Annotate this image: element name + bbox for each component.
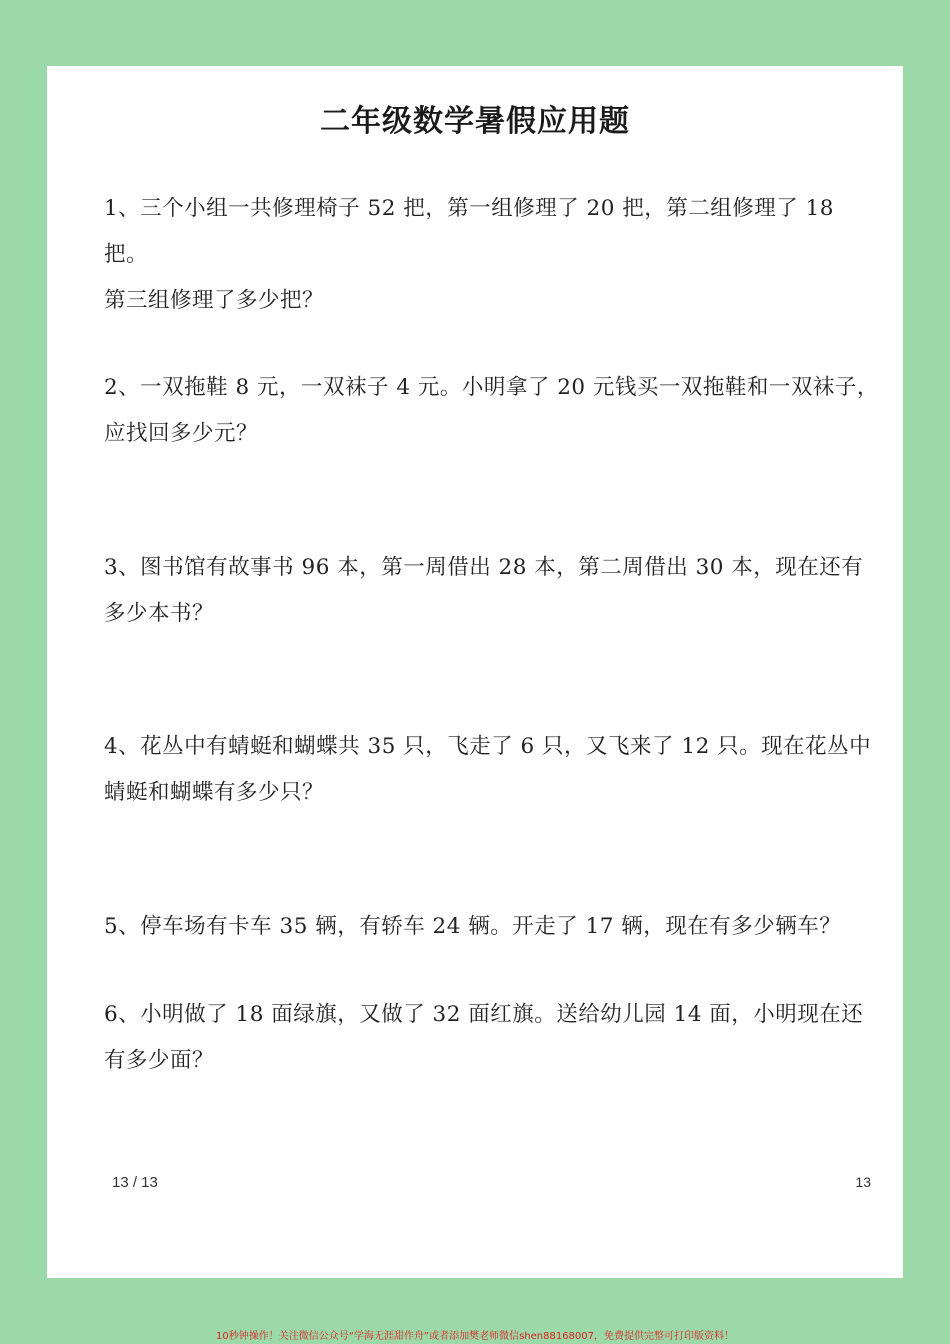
question-4-line-1: 4、花丛中有蜻蜓和蝴蝶共 35 只，飞走了 6 只，又飞来了 12 只。现在花丛中 — [104, 734, 872, 759]
question-6-line-1: 6、小明做了 18 面绿旗，又做了 32 面红旗。送给幼儿园 14 面，小明现在还 — [104, 1002, 864, 1027]
question-4-line-2: 蜻蜓和蝴蝶有多少只？ — [104, 780, 325, 805]
question-1-line-2: 第三组修理了多少把？ — [104, 288, 325, 313]
question-3-line-2: 多少本书？ — [104, 601, 215, 626]
question-5 — [104, 904, 879, 950]
page-number: 13 — [855, 1174, 871, 1190]
page-counter: 13 / 13 — [112, 1174, 158, 1191]
question-6 — [104, 992, 879, 1084]
question-3-line-1: 3、图书馆有故事书 96 本，第一周借出 28 本，第二周借出 30 本，现在还有 — [104, 555, 864, 580]
page-title: 二年级数学暑假应用题 — [320, 104, 630, 139]
question-2-line-1: 2、一双拖鞋 8 元，一双袜子 4 元。小明拿了 20 元钱买一双拖鞋和一双袜子， — [104, 375, 879, 400]
promo-banner: 10秒钟操作！关注微信公众号“学海无涯甜作舟”或者添加樊老师微信shen88168007，免费提供完整可打印版资料！ — [215, 1331, 735, 1342]
question-5-line-1: 5、停车场有卡车 35 辆，有轿车 24 辆。开走了 17 辆，现在有多少辆车？ — [104, 914, 842, 939]
question-3 — [104, 545, 879, 637]
question-1 — [104, 186, 879, 324]
question-2 — [104, 365, 879, 457]
question-2-line-2: 应找回多少元？ — [104, 421, 259, 446]
question-6-line-2: 有多少面？ — [104, 1048, 215, 1073]
question-4 — [104, 724, 879, 816]
question-1-line-1: 1、三个小组一共修理椅子 52 把，第一组修理了 20 把，第二组修理了 18 把。 — [104, 196, 834, 267]
